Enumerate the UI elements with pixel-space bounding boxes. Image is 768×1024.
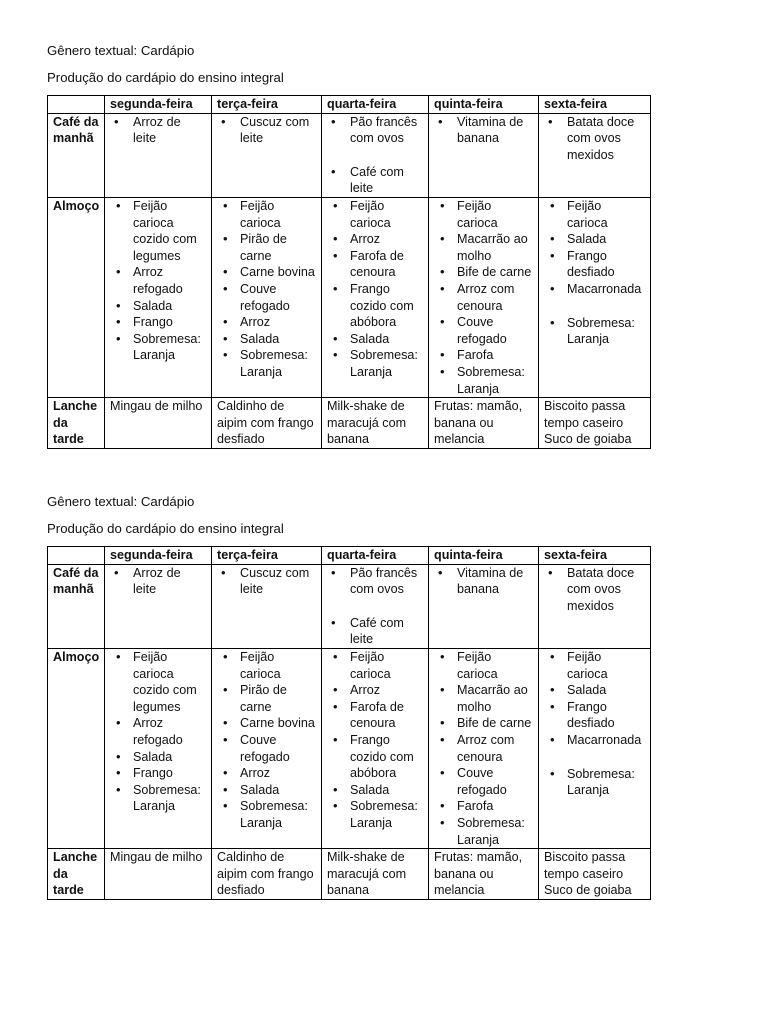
menu-item: • Feijão carioca (434, 649, 533, 682)
menu-item: • Sobremesa: Laranja (110, 782, 206, 815)
row-label: Café da manhã (48, 113, 105, 197)
lunch-row (48, 197, 651, 397)
menu-cell (539, 113, 651, 197)
menu-item: • Arroz com cenoura (434, 281, 533, 314)
menu-item: • Frango (110, 765, 206, 782)
menu-item: • Couve refogado (434, 765, 533, 798)
menu-cell (322, 564, 429, 648)
menu-cell: Frutas: mamão, banana ou melancia (429, 849, 539, 900)
menu-item: • Bife de carne (434, 715, 533, 732)
menu-item: • Arroz (327, 682, 423, 699)
row-label: Café da manhã (48, 564, 105, 648)
menu-item: • Arroz de leite (110, 114, 206, 147)
day-header: quinta-feira (429, 96, 539, 114)
menu-cell: Milk-shake de maracujá com banana (322, 849, 429, 900)
menu-cell (429, 197, 539, 397)
snack-row (48, 398, 651, 449)
menu-item: • Farofa (434, 347, 533, 364)
menu-table (47, 95, 651, 449)
breakfast-row (48, 113, 651, 197)
menu-item: • Cuscuz com leite (217, 565, 316, 598)
menu-item: • Couve refogado (217, 732, 316, 765)
menu-item: • Café com leite (327, 164, 423, 197)
doc-heading: Gênero textual: Cardápio (47, 43, 195, 58)
corner-cell (48, 96, 105, 114)
menu-table (47, 546, 651, 900)
menu-item: • Frango desfiado (544, 699, 645, 732)
menu-item: • Salada (110, 749, 206, 766)
menu-cell: Caldinho de aipim com frango desfiado (212, 849, 322, 900)
day-header: segunda-feira (105, 96, 212, 114)
menu-item: • Arroz (217, 314, 316, 331)
menu-item: • Frango cozido com abóbora (327, 281, 423, 331)
menu-item: • Feijão carioca (327, 198, 423, 231)
menu-cell (322, 197, 429, 397)
menu-item: • Farofa (434, 798, 533, 815)
menu-item: • Feijão carioca (544, 649, 645, 682)
menu-item: • Vitamina de banana (434, 565, 533, 598)
day-header: sexta-feira (539, 96, 651, 114)
menu-item: • Arroz (327, 231, 423, 248)
menu-item: • Sobremesa: Laranja (110, 331, 206, 364)
menu-item: • Farofa de cenoura (327, 699, 423, 732)
row-label: Lanche da tarde (48, 849, 105, 900)
menu-item: • Sobremesa: Laranja (327, 347, 423, 380)
menu-cell: Caldinho de aipim com frango desfiado (212, 398, 322, 449)
menu-item: • Arroz (217, 765, 316, 782)
menu-item: • Sobremesa: Laranja (217, 347, 316, 380)
menu-item: • Macarrão ao molho (434, 682, 533, 715)
menu-item: • Salada (544, 682, 645, 699)
menu-item: • Feijão carioca (327, 649, 423, 682)
day-header: quinta-feira (429, 547, 539, 565)
menu-item: • Feijão carioca (544, 198, 645, 231)
doc-subtitle: Produção do cardápio do ensino integral (47, 521, 284, 536)
menu-cell: Mingau de milho (105, 849, 212, 900)
menu-item: • Feijão carioca (217, 198, 316, 231)
menu-item: • Cuscuz com leite (217, 114, 316, 147)
menu-cell (429, 113, 539, 197)
day-header: segunda-feira (105, 547, 212, 565)
menu-item: • Café com leite (327, 615, 423, 648)
menu-cell (105, 564, 212, 648)
menu-cell (105, 113, 212, 197)
menu-item: • Arroz de leite (110, 565, 206, 598)
menu-item: • Arroz refogado (110, 715, 206, 748)
menu-cell (539, 564, 651, 648)
menu-item: • Macarrão ao molho (434, 231, 533, 264)
menu-item: • Pão francês com ovos (327, 565, 423, 598)
doc-heading: Gênero textual: Cardápio (47, 494, 195, 509)
row-label: Lanche da tarde (48, 398, 105, 449)
menu-item: • Bife de carne (434, 264, 533, 281)
menu-item: • Pão francês com ovos (327, 114, 423, 147)
menu-item: • Carne bovina (217, 264, 316, 281)
menu-cell: Frutas: mamão, banana ou melancia (429, 398, 539, 449)
menu-item: • Feijão carioca cozido com legumes (110, 649, 206, 715)
menu-item: • Feijão carioca cozido com legumes (110, 198, 206, 264)
menu-item: • Feijão carioca (434, 198, 533, 231)
menu-cell (429, 564, 539, 648)
menu-item: • Pirão de carne (217, 231, 316, 264)
day-header: sexta-feira (539, 547, 651, 565)
menu-item: • Couve refogado (434, 314, 533, 347)
menu-cell (212, 113, 322, 197)
menu-cell (212, 197, 322, 397)
menu-document-2 (47, 493, 657, 900)
menu-item: • Salada (217, 331, 316, 348)
menu-item: • Vitamina de banana (434, 114, 533, 147)
menu-item: • Arroz com cenoura (434, 732, 533, 765)
row-label: Almoço (48, 197, 105, 397)
menu-item: • Frango (110, 314, 206, 331)
menu-item: • Sobremesa: Laranja (544, 315, 645, 348)
day-header: quarta-feira (322, 547, 429, 565)
menu-cell (212, 648, 322, 848)
snack-row (48, 849, 651, 900)
breakfast-row (48, 564, 651, 648)
menu-item: • Sobremesa: Laranja (434, 815, 533, 848)
menu-item: • Sobremesa: Laranja (217, 798, 316, 831)
menu-item: • Carne bovina (217, 715, 316, 732)
day-header: terça-feira (212, 96, 322, 114)
table-header-row (48, 96, 651, 114)
menu-cell: Milk-shake de maracujá com banana (322, 398, 429, 449)
day-header: quarta-feira (322, 96, 429, 114)
lunch-row (48, 648, 651, 848)
menu-item: • Sobremesa: Laranja (434, 364, 533, 397)
menu-item: • Farofa de cenoura (327, 248, 423, 281)
menu-item: • Feijão carioca (217, 649, 316, 682)
menu-cell (322, 648, 429, 848)
menu-item: • Salada (110, 298, 206, 315)
menu-item: • Macarronada (544, 281, 645, 298)
menu-item: • Macarronada (544, 732, 645, 749)
menu-item: • Batata doce com ovos mexidos (544, 114, 645, 164)
menu-item: • Sobremesa: Laranja (327, 798, 423, 831)
menu-item: • Salada (217, 782, 316, 799)
menu-cell (539, 197, 651, 397)
menu-cell (322, 113, 429, 197)
menu-cell: Biscoito passa tempo caseiro Suco de goiaba (539, 398, 651, 449)
menu-item: • Sobremesa: Laranja (544, 766, 645, 799)
menu-item: • Salada (327, 331, 423, 348)
menu-item: • Batata doce com ovos mexidos (544, 565, 645, 615)
menu-document-1 (47, 42, 657, 449)
menu-cell (105, 197, 212, 397)
menu-item: • Salada (544, 231, 645, 248)
menu-cell (429, 648, 539, 848)
corner-cell (48, 547, 105, 565)
menu-cell (539, 648, 651, 848)
menu-cell: Biscoito passa tempo caseiro Suco de goiaba (539, 849, 651, 900)
table-header-row (48, 547, 651, 565)
menu-item: • Salada (327, 782, 423, 799)
day-header: terça-feira (212, 547, 322, 565)
menu-item: • Frango cozido com abóbora (327, 732, 423, 782)
doc-subtitle: Produção do cardápio do ensino integral (47, 70, 284, 85)
menu-item: • Couve refogado (217, 281, 316, 314)
menu-cell (212, 564, 322, 648)
menu-cell (105, 648, 212, 848)
menu-cell: Mingau de milho (105, 398, 212, 449)
menu-item: • Arroz refogado (110, 264, 206, 297)
menu-item: • Frango desfiado (544, 248, 645, 281)
menu-item: • Pirão de carne (217, 682, 316, 715)
row-label: Almoço (48, 648, 105, 848)
